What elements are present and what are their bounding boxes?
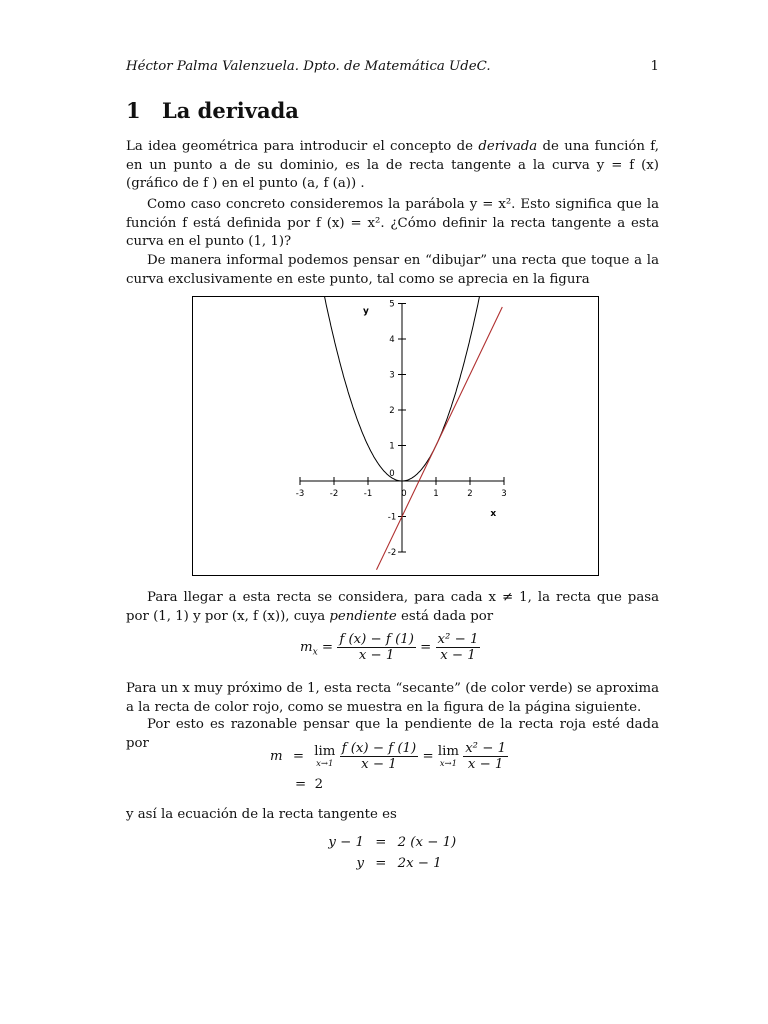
paragraph-tangent-equation: y así la ecuación de la recta tangente es: [126, 807, 397, 822]
paragraph-reasonable: Por esto es razonable pensar que la pendiente de la recta roja esté dada por: [126, 717, 659, 751]
y-tick-label: 0: [389, 469, 395, 479]
eq2-equals-a: =: [292, 749, 304, 764]
eq2-fraction-a: [340, 741, 419, 772]
series-tangent-line: [377, 307, 503, 570]
x-tick-label: -1: [363, 489, 373, 499]
eq3-rhs-1: 2 (x − 1): [397, 835, 457, 850]
plot-svg: [193, 297, 598, 575]
paragraph-intro-text-a: La idea geométrica para introducir el concepto de: [126, 139, 479, 154]
eq2-lim-a-sub: x→1: [316, 758, 334, 769]
y-tick-label: 5: [389, 299, 395, 310]
eq1-lhs: m: [300, 640, 313, 655]
y-tick-label: -1: [387, 512, 397, 523]
eq2-equals-b: =: [422, 749, 434, 764]
section-heading: [126, 98, 299, 123]
equation-slope-limit: [270, 741, 508, 772]
running-header: [126, 59, 659, 74]
equation-slope-result: [295, 777, 323, 792]
eq1-equals-a: =: [321, 640, 334, 655]
y-tick-label: 4: [389, 335, 395, 345]
eq2-limit-a: [314, 745, 335, 769]
eq3-rhs-2: 2x − 1: [397, 856, 442, 871]
y-tick-label: 1: [389, 441, 395, 452]
paragraph-informal: De manera informal podemos pensar en “dibujar” una recta que toque a la curva exclusivamente en este punto, tal como se aprecia en la figura: [126, 253, 659, 287]
equation-tangent-line-2: [328, 856, 442, 871]
x-tick-label: 1: [433, 489, 439, 499]
x-tick-label: 3: [501, 489, 507, 499]
y-axis-label: y: [363, 306, 369, 317]
eq2-num-a: f (x) − f (1): [341, 741, 417, 756]
paragraph-parabola: Como caso concreto consideremos la parábola y = x². Esto significa que la función f está definida por f (x) = x². ¿Cómo definir la recta tangente a esta curva en el punto (1, 1)?: [126, 197, 659, 249]
eq2-num-b: x² − 1: [465, 741, 507, 756]
eq1-fraction-b: [436, 632, 481, 663]
eq3-lhs-2: y: [356, 856, 364, 871]
eq3-equals-1: =: [375, 835, 387, 850]
eq2-lim-b-text: lim: [437, 743, 459, 759]
paragraph-secant-text-b: está dada por: [396, 608, 494, 624]
page-number: 1: [650, 59, 659, 74]
paragraph-secant: [126, 589, 659, 626]
x-tick-label: -3: [295, 489, 305, 499]
paragraph-intro: [126, 138, 659, 194]
eq2-den-b: x − 1: [467, 757, 504, 772]
eq2-lim-b-sub: x→1: [439, 758, 458, 769]
y-tick-label: -2: [387, 548, 397, 558]
eq1-den-a: x − 1: [358, 648, 395, 663]
y-tick-label: 2: [389, 406, 395, 416]
x-tick-label: 2: [467, 489, 473, 499]
eq3-equals-2: =: [375, 856, 387, 871]
paragraph-secant-text-a: Para llegar a esta recta se considera, para cada x ≠ 1, la recta que pasa por (1, 1) y por (x, f (x)), cuya: [126, 590, 659, 624]
eq2-den-a: x − 1: [361, 757, 397, 772]
section-number: 1: [126, 98, 141, 123]
eq2-limit-b: [438, 745, 459, 769]
eq2-result: 2: [314, 777, 324, 792]
x-axis-label: x: [490, 509, 497, 519]
eq1-sub: x: [312, 647, 318, 658]
term-pendiente: pendiente: [329, 608, 397, 624]
x-tick-label: 0: [401, 489, 407, 499]
eq2-equals-result: =: [295, 777, 307, 792]
equation-tangent-line-1: [328, 835, 456, 850]
eq1-fraction-a: [337, 632, 416, 663]
eq1-equals-b: =: [420, 640, 432, 655]
equation-slope-secant: [300, 632, 480, 663]
paragraph-approximation: Para un x muy próximo de 1, esta recta “secante” (de color verde) se aproxima a la recta de color rojo, como se muestra en la figura de la página siguiente.: [126, 681, 659, 715]
header-author: Héctor Palma Valenzuela. Dpto. de Matemática UdeC.: [126, 59, 491, 74]
term-derivada: derivada: [478, 139, 538, 154]
eq1-num-b: x² − 1: [437, 632, 479, 647]
figure-tangent-plot: [192, 296, 599, 576]
section-title: La derivada: [162, 98, 299, 123]
y-tick-label: 3: [389, 370, 395, 381]
eq2-lhs: m: [270, 749, 283, 764]
eq2-fraction-b: [463, 741, 508, 772]
x-tick-label: -2: [329, 489, 339, 499]
eq2-lim-a-text: lim: [314, 743, 336, 759]
eq1-den-b: x − 1: [440, 648, 476, 663]
eq1-num-a: f (x) − f (1): [339, 632, 414, 647]
eq3-lhs-1: y − 1: [328, 835, 364, 850]
paragraph-intro-text-b: de una función f, en un punto a de su dominio, es la de recta tangente a la curva y = f (x) (gráfico de f ) en el punto (a, f (a)) .: [126, 139, 659, 191]
